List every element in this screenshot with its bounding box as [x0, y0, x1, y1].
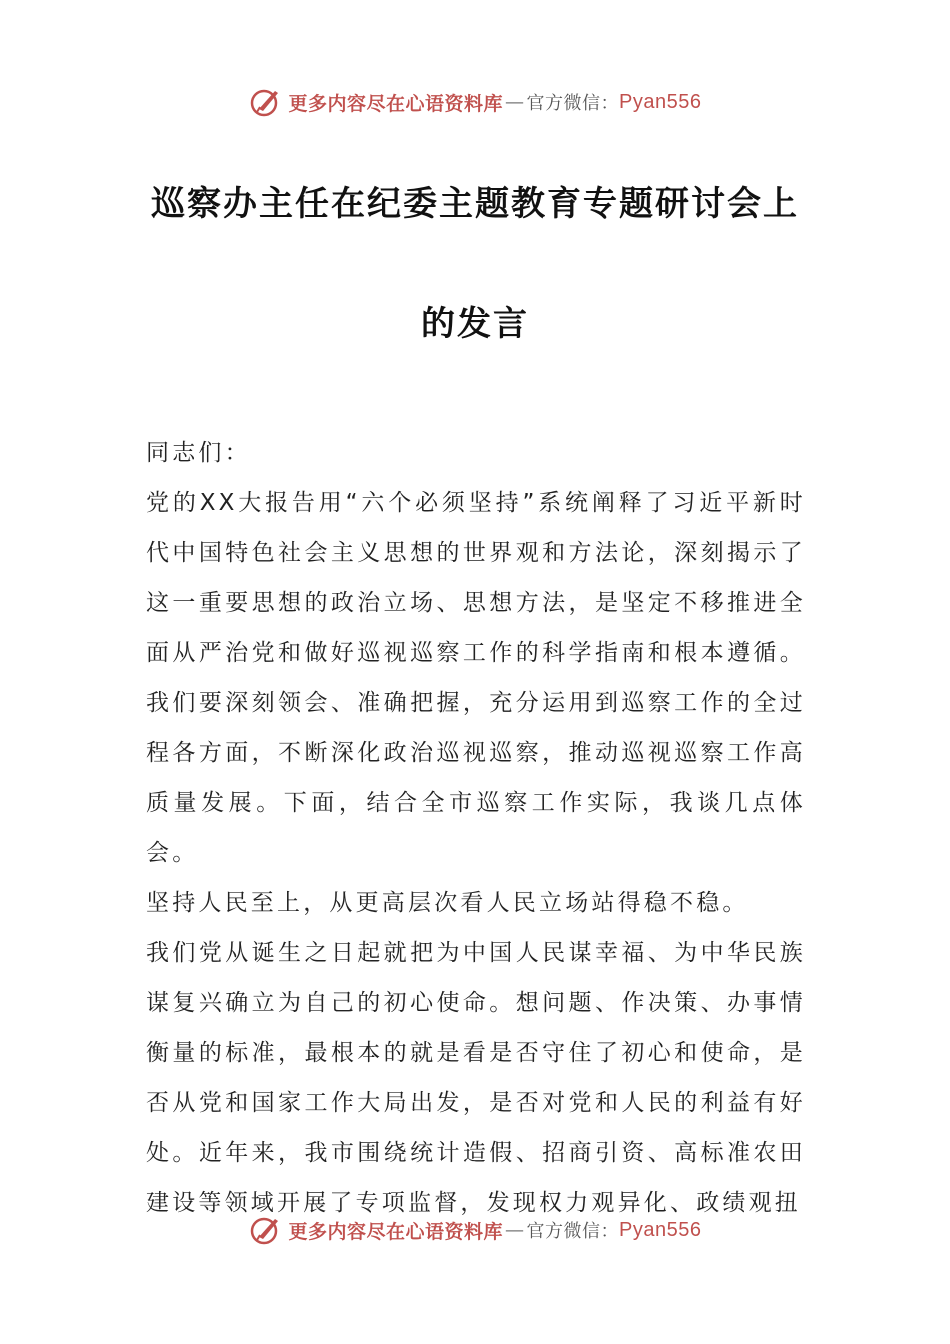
footer-watermark — [0, 1208, 950, 1252]
watermark-wechat-label: 官方微信： — [526, 93, 620, 114]
watermark-dash: — — [505, 91, 525, 113]
paragraph: 我们党从诞生之日起就把为中国人民谋幸福、为中华民族谋复兴确立为自己的初心使命。想问题、作决策、办事情衡量的标准，最根本的就是看是否守住了初心和使命，是否从党和国家工作大局出发，是否对党和人民的利益有好处。近年来，我市围绕统计造假、招商引资、高标准农田建设等领域开展了专项监督，发现权力观异化、政绩观扭 — [146, 940, 806, 1216]
watermark-dash: — — [505, 1219, 525, 1241]
quill-circle-icon — [249, 1213, 283, 1247]
document-title-line-1: 巡察办主任在纪委主题教育专题研讨会上 — [151, 184, 799, 224]
document-body — [146, 428, 806, 1228]
quill-circle-icon — [249, 85, 283, 119]
header-watermark — [0, 80, 950, 124]
paragraph: 党的XX大报告用“六个必须坚持”系统阐释了习近平新时代中国特色社会主义思想的世界观和方法论，深刻揭示了这一重要思想的政治立场、思想方法，是坚定不移推进全面从严治党和做好巡视巡察工作的科学指南和根本遵循。我们要深刻领会、准确把握，充分运用到巡察工作的全过程各方面，不断深化政治巡视巡察，推动巡视巡察工作高质量发展。下面，结合全市巡察工作实际，我谈几点体会。 — [146, 490, 806, 866]
document-title-line-2: 的发言 — [421, 304, 529, 344]
watermark-brand: 更多内容尽在心语资料库 — [288, 92, 504, 115]
salutation: 同志们： — [146, 440, 251, 466]
watermark-wechat-id: Pyan556 — [619, 90, 702, 113]
watermark-wechat-id: Pyan556 — [619, 1218, 702, 1241]
watermark-wechat-label: 官方微信： — [526, 1221, 620, 1242]
paragraph-heading: 坚持人民至上，从更高层次看人民立场站得稳不稳。 — [146, 890, 749, 916]
watermark-brand: 更多内容尽在心语资料库 — [288, 1220, 504, 1243]
